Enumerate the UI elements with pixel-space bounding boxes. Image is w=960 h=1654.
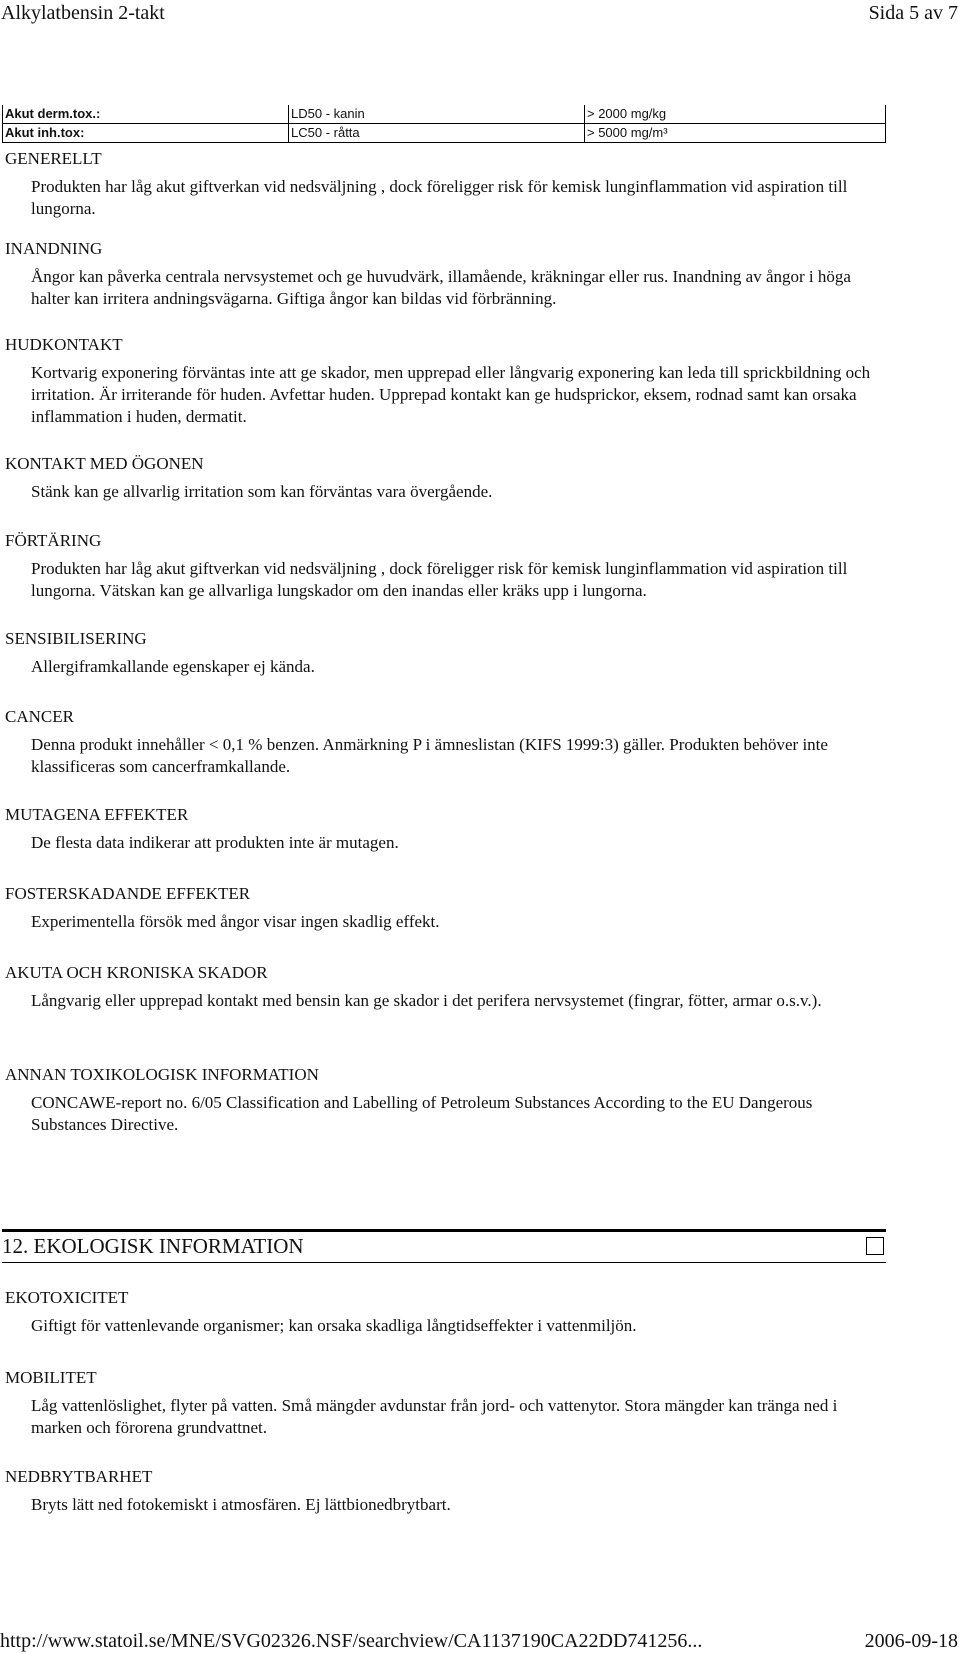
section-title: SENSIBILISERING	[5, 629, 147, 648]
section-fosterskadande-effekter	[0, 883, 960, 962]
section-title: KONTAKT MED ÖGONEN	[5, 454, 204, 473]
section-text: Experimentella försök med ångor visar ingen skadlig effekt.	[31, 912, 440, 931]
section-title: INANDNING	[5, 239, 103, 258]
section-kontakt-med-ogonen	[0, 453, 960, 530]
section-title: AKUTA OCH KRONISKA SKADOR	[5, 963, 268, 982]
table-row	[3, 105, 886, 124]
section-text: CONCAWE-report no. 6/05 Classification and Labelling of Petroleum Substances According to the EU Dangerous Substances Directive.	[31, 1093, 813, 1134]
section-title: FOSTERSKADANDE EFFEKTER	[5, 884, 251, 903]
section-text: De flesta data indikerar att produkten inte är mutagen.	[31, 833, 399, 852]
section-title: EKOTOXICITET	[5, 1288, 129, 1307]
section-title: MOBILITET	[5, 1368, 97, 1387]
section-text: Bryts lätt ned fotokemiskt i atmosfären. Ej lättbionedbrytbart.	[31, 1495, 451, 1514]
section-akuta-och-kroniska-skador	[0, 962, 960, 1064]
section-text: Långvarig eller upprepad kontakt med bensin kan ge skador i det perifera nervsystemet (fingrar, fötter, armar o.s.v.).	[31, 991, 822, 1010]
ecology-sections	[0, 1287, 960, 1516]
checkbox-icon	[866, 1237, 884, 1255]
section-text: Allergiframkallande egenskaper ej kända.	[31, 657, 315, 676]
chapter-title: 12. EKOLOGISK INFORMATION	[2, 1234, 304, 1258]
source-url: http://www.statoil.se/MNE/SVG02326.NSF/searchview/CA1137190CA22DD741256...	[0, 1630, 703, 1652]
section-mobilitet	[0, 1367, 960, 1466]
section-cancer	[0, 706, 960, 804]
table-row	[3, 124, 886, 143]
section-inandning	[0, 238, 960, 334]
section-title: ANNAN TOXIKOLOGISK INFORMATION	[5, 1065, 319, 1084]
toxicology-sections	[0, 148, 960, 1136]
print-date: 2006-09-18	[864, 1630, 958, 1652]
section-nedbrytbarhet	[0, 1466, 960, 1516]
section-sensibilisering	[0, 628, 960, 706]
page-number: Sida 5 av 7	[868, 2, 958, 24]
section-text: Låg vattenlöslighet, flyter på vatten. Små mängder avdunstar från jord- och vattenytor. Stora mängder kan tränga ned i marken och förorena grundvattnet.	[31, 1396, 838, 1437]
page-footer	[0, 1628, 960, 1654]
tox-label: Akut inh.tox:	[3, 124, 289, 143]
section-text: Ångor kan påverka centrala nervsystemet och ge huvudvärk, illamående, kräkningar eller rus. Inandning av ångor i höga halter kan irritera andningsvägarna. Giftiga ångor kan bildas vid förbränning.	[31, 267, 851, 308]
section-text: Kortvarig exponering förväntas inte att ge skador, men upprepad eller långvarig exponering kan leda till sprickbildning och irritation. Är irriterande för huden. Avfettar huden. Upprepad kontakt kan ge hudsprickor, eksem, rodnad samt kan orsaka inflammation i huden, dermatit.	[31, 363, 871, 426]
page-header	[0, 0, 960, 40]
section-text: Denna produkt innehåller < 0,1 % benzen. Anmärkning P i ämneslistan (KIFS 1999:3) gäller. Produkten behöver inte klassificeras som cancerframkallande.	[31, 735, 828, 776]
section-text: Stänk kan ge allvarlig irritation som kan förväntas vara övergående.	[31, 482, 493, 501]
tox-label: Akut derm.tox.:	[3, 105, 289, 124]
section-hudkontakt	[0, 334, 960, 453]
tox-test: LC50 - råtta	[289, 124, 585, 143]
section-mutagena-effekter	[0, 804, 960, 883]
section-text: Produkten har låg akut giftverkan vid nedsväljning , dock föreligger risk för kemisk lunginflammation vid aspiration till lungorna.	[31, 177, 848, 218]
section-title: GENERELLT	[5, 149, 102, 168]
section-text: Produkten har låg akut giftverkan vid nedsväljning , dock föreligger risk för kemisk lunginflammation vid aspiration till lungorna. Vätskan kan ge allvarliga lungskador om den inandas eller kräks upp i lungorna.	[31, 559, 848, 600]
tox-value: > 5000 mg/m³	[585, 124, 886, 143]
document-title: Alkylatbensin 2-takt	[1, 2, 165, 24]
section-text: Giftigt för vattenlevande organismer; kan orsaka skadliga långtidseffekter i vattenmiljön.	[31, 1316, 637, 1335]
tox-value: > 2000 mg/kg	[585, 105, 886, 124]
section-title: NEDBRYTBARHET	[5, 1467, 153, 1486]
section-fortaring	[0, 530, 960, 628]
section-title: FÖRTÄRING	[5, 531, 102, 550]
section-ekotoxicitet	[0, 1287, 960, 1367]
section-title: CANCER	[5, 707, 74, 726]
section-title: MUTAGENA EFFEKTER	[5, 805, 189, 824]
chapter-heading	[2, 1229, 886, 1263]
section-annan-toxikologisk-information	[0, 1064, 960, 1136]
section-title: HUDKONTAKT	[5, 335, 123, 354]
section-generellt	[0, 148, 960, 238]
toxicity-table	[2, 105, 886, 143]
tox-test: LD50 - kanin	[289, 105, 585, 124]
